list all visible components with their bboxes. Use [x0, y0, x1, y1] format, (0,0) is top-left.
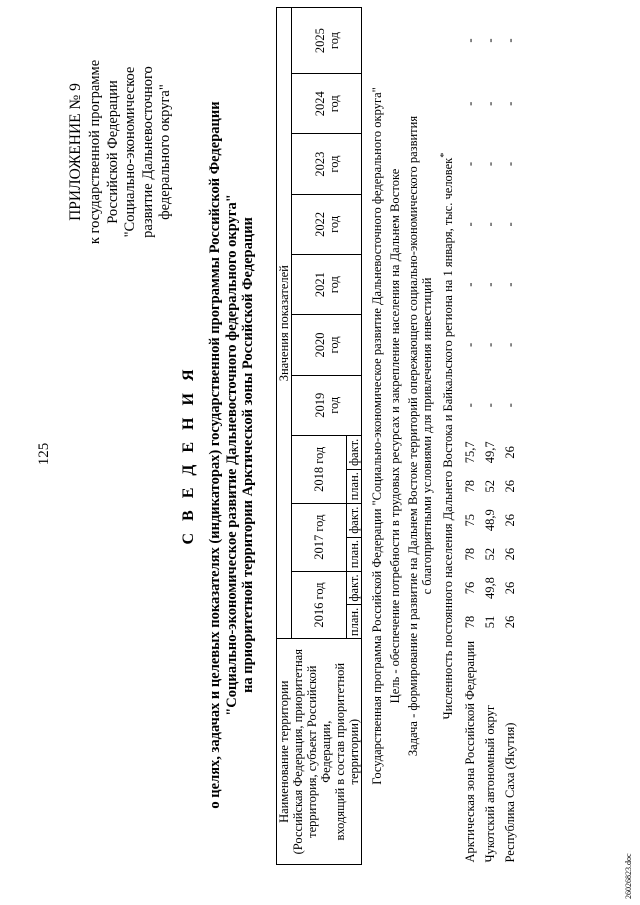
- territory-name: Арктическая зона Российской Федерации: [463, 640, 478, 863]
- value-cell: 48,9: [483, 509, 498, 532]
- value-cell: 26: [503, 513, 518, 527]
- value-cell: -: [483, 282, 498, 287]
- annex-line: развитие Дальневосточного: [139, 66, 156, 238]
- value-cell: -: [503, 38, 518, 43]
- table-row: [483, 8, 497, 865]
- value-cell: -: [463, 342, 478, 348]
- year-label: 2023: [312, 151, 327, 177]
- plan-header: план.: [347, 605, 362, 639]
- page-number: 125: [36, 442, 52, 466]
- year-label: 2021: [312, 272, 327, 298]
- year-2025-header: [292, 8, 362, 74]
- year-label: 2020: [312, 332, 327, 358]
- value-cell: 49,8: [483, 577, 498, 599]
- value-cell: -: [463, 101, 478, 106]
- value-cell: 78: [463, 480, 478, 493]
- year-unit: год: [326, 215, 341, 233]
- value-cell: 26: [503, 547, 518, 561]
- value-cell: -: [483, 403, 498, 408]
- header-line: Наименование территории: [277, 680, 291, 823]
- header-line: территория, субъект Российской Федерации,: [305, 665, 333, 838]
- territory-name: Республика Саха (Якутия): [503, 722, 518, 863]
- value-cell: -: [483, 101, 498, 106]
- year-unit: год: [326, 155, 341, 173]
- table-row: [503, 8, 517, 865]
- value-cell: -: [463, 38, 478, 43]
- year-2017-header: 2017 год: [292, 503, 347, 571]
- year-unit: год: [326, 336, 341, 354]
- value-cell: 49,7: [483, 441, 498, 464]
- year-2020-header: [292, 315, 362, 375]
- year-label: 2022: [312, 211, 327, 237]
- header-line: входящий в состав приоритетной территории): [333, 662, 361, 841]
- annex-line: федерального округа": [157, 84, 173, 220]
- value-cell: -: [483, 38, 498, 43]
- year-unit: год: [326, 396, 341, 414]
- value-cell: 26: [503, 480, 518, 493]
- value-cell: 76: [463, 581, 478, 595]
- year-label: 2025: [312, 28, 327, 54]
- annex-line: к государственной программе: [87, 59, 103, 245]
- value-cell: -: [503, 282, 518, 287]
- value-cell: -: [463, 282, 478, 287]
- year-label: 2019: [312, 392, 327, 418]
- year-2022-header: [292, 194, 362, 254]
- heading-line: на приоритетной территории Арктической зоны Российской Федерации: [240, 217, 256, 693]
- year-2021-header: [292, 255, 362, 315]
- value-cell: -: [483, 161, 498, 167]
- value-cell: 75,7: [463, 441, 478, 464]
- indicator-text: Численность постоянного населения Дальнего Востока и Байкальского региона на 1 января, тыс. человек: [441, 157, 456, 720]
- year-2018-header: 2018 год: [292, 435, 347, 503]
- year-2019-header: [292, 375, 362, 435]
- value-cell: -: [483, 342, 498, 348]
- value-cell: -: [463, 222, 478, 227]
- year-2023-header: [292, 134, 362, 194]
- heading-line: о целях, задачах и целевых показателях (индикаторах) государственной программы Российской Федерации: [207, 101, 223, 809]
- territory-column-header: [277, 639, 362, 865]
- value-cell: -: [463, 161, 478, 167]
- year-label: 2024: [312, 91, 327, 117]
- fact-header: факт.: [347, 503, 362, 537]
- value-cell: -: [503, 222, 518, 227]
- goal-row: Цель - обеспечение потребности в трудовых ресурсах и закрепление населения на Дальнем Востоке: [388, 168, 402, 704]
- value-cell: -: [503, 101, 518, 106]
- value-cell: 78: [463, 547, 478, 561]
- fact-header: факт.: [347, 571, 362, 605]
- program-row: Государственная программа Российской Федерации "Социально-экономическое развитие Дальневосточного федерального округа": [370, 87, 384, 785]
- year-unit: год: [326, 95, 341, 113]
- header-line: (Российская Федерация, приоритетная: [291, 649, 305, 855]
- file-name-footer: 26026823.doc: [624, 853, 633, 899]
- value-cell: 52: [483, 547, 498, 561]
- table-row: [463, 8, 477, 865]
- task-line: Задача - формирование и развитие на Дальнем Востоке территорий опережающего социально-экономического развития: [406, 115, 420, 757]
- document-heading: [180, 45, 257, 865]
- value-cell: 26: [503, 446, 518, 459]
- value-cell: -: [503, 161, 518, 167]
- value-cell: 51: [483, 615, 498, 629]
- task-line: с благоприятными условиями для привлечения инвестиций: [420, 277, 434, 595]
- indicators-table: [276, 7, 517, 865]
- value-cell: 26: [503, 615, 518, 629]
- plan-header: план.: [347, 469, 362, 503]
- territory-name: Чукотский автономный округ: [483, 704, 498, 863]
- value-cell: -: [503, 403, 518, 408]
- value-cell: 26: [503, 581, 518, 595]
- values-header: Значения показателей: [277, 8, 292, 639]
- year-2024-header: [292, 74, 362, 134]
- task-row: [404, 8, 436, 865]
- value-cell: 78: [463, 615, 478, 629]
- value-cell: 75: [463, 513, 478, 527]
- annex-title: ПРИЛОЖЕНИЕ № 9: [67, 83, 84, 221]
- year-unit: год: [326, 276, 341, 294]
- plan-header: план.: [347, 537, 362, 571]
- indicator-row: [436, 8, 457, 865]
- heading-line: "Социально-экономическое развитие Дальневосточного федерального округа": [223, 194, 240, 716]
- year-2016-header: 2016 год: [292, 571, 347, 639]
- value-cell: -: [463, 403, 478, 408]
- value-cell: 52: [483, 480, 498, 493]
- annex-line: Российской Федерации: [104, 80, 121, 224]
- annex-line: "Социально-экономическое: [122, 66, 138, 238]
- indicator-footnote-mark: *: [439, 152, 450, 158]
- value-cell: -: [483, 222, 498, 227]
- year-unit: год: [326, 32, 341, 50]
- fact-header: факт.: [347, 435, 362, 469]
- annex-block: [66, 27, 175, 277]
- document-title: С В Е Д Е Н И Я: [180, 365, 197, 545]
- value-cell: -: [503, 342, 518, 348]
